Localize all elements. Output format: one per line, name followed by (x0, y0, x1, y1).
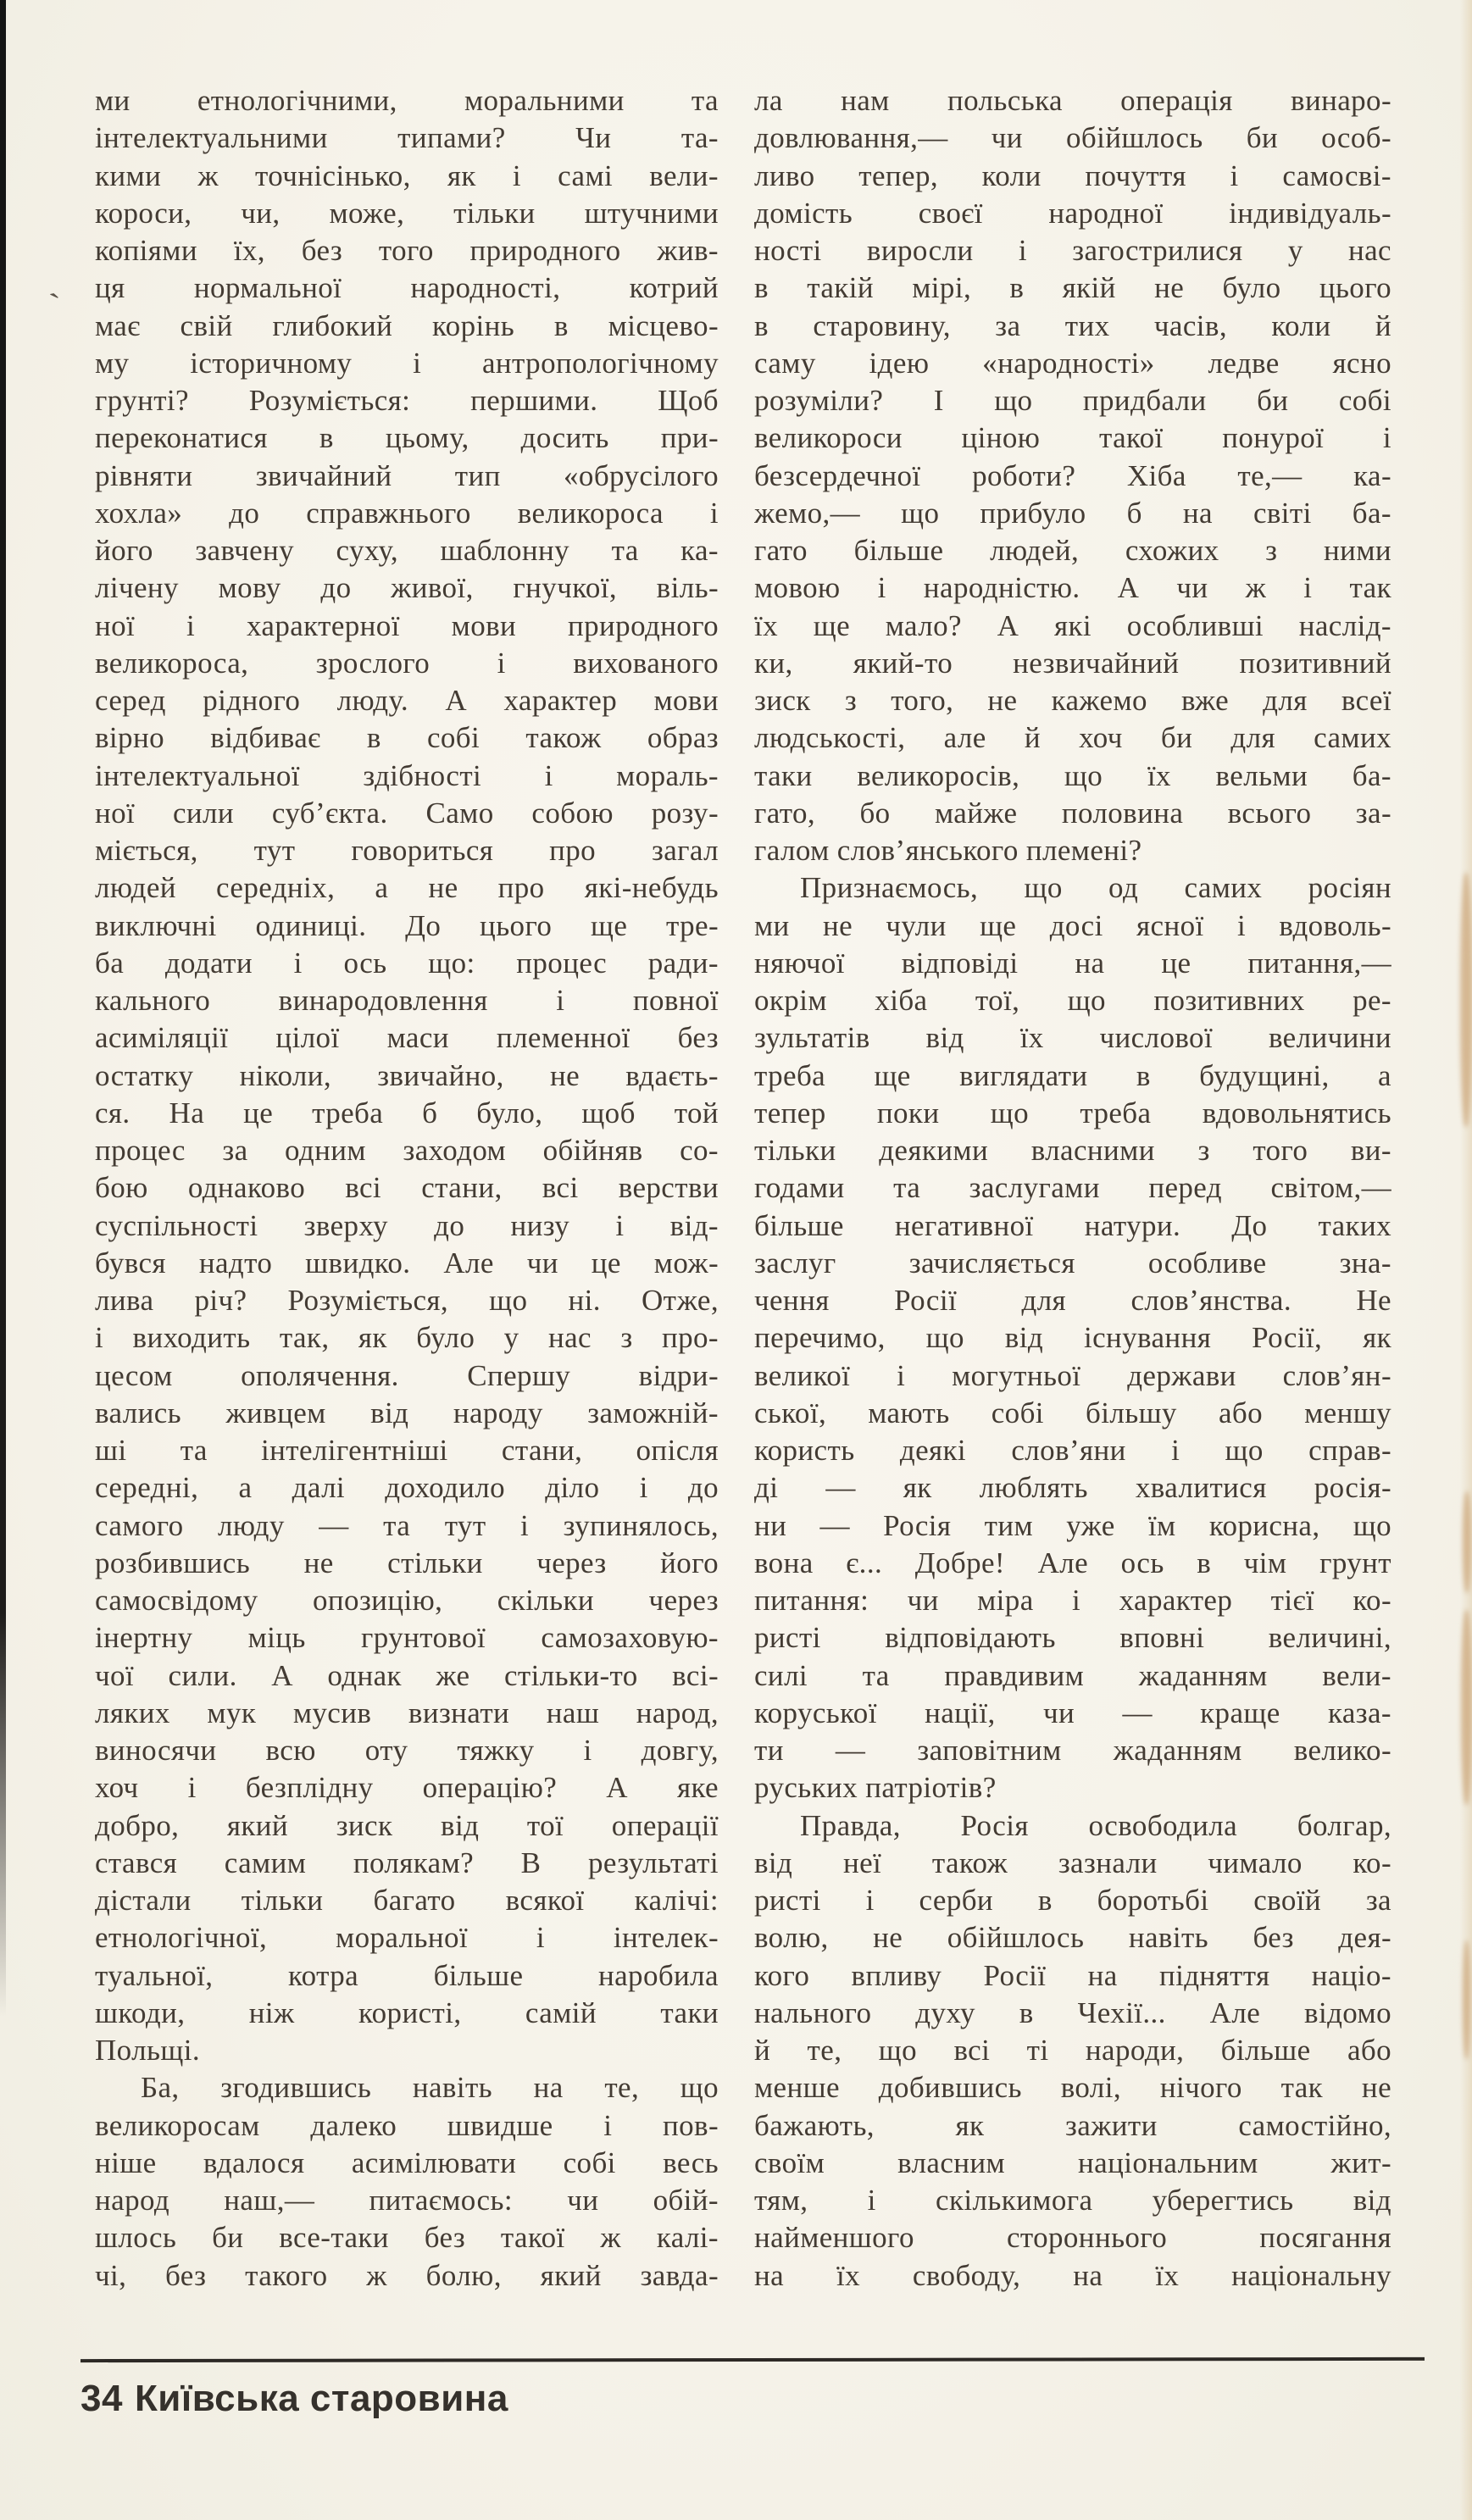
text-line: від неї також зазнали чимало ко- (754, 1846, 1391, 1879)
text-line: шкоди, ніж користі, самій таки (95, 1995, 719, 2029)
text-line: ші та інтелігентніші стани, опісля (95, 1434, 719, 1467)
paper-stain (1460, 873, 1472, 1127)
page-number: 34 (81, 2378, 123, 2419)
text-line: Ба, згодившись навіть на те, що (141, 2071, 719, 2105)
journal-title: Київська старовина (134, 2378, 508, 2419)
text-line: людськості, але й хоч би для самих (754, 721, 1391, 755)
text-column-right (754, 82, 1391, 2295)
text-line: чення Росії для слов’янства. Не (754, 1284, 1391, 1317)
text-line: кими ж точнісінько, як і самі вели- (95, 158, 719, 192)
text-line: ки, який-то незвичайний позитивний (754, 646, 1391, 680)
text-line: ристі і серби в боротьбі своїй за (754, 1884, 1391, 1917)
text-line: зиск з того, не кажемо вже для всеї (754, 684, 1391, 717)
text-line: міється, тут говориться про загал (95, 834, 719, 867)
text-line: хоч і безплідну операцію? А яке (95, 1771, 719, 1805)
text-line: виключні одиниці. До цього ще тре- (95, 908, 719, 942)
text-line: тільки деякими власними з того ви- (754, 1134, 1391, 1167)
text-line: своїм власним національним жит- (754, 2145, 1391, 2179)
text-line: хохла» до справжнього великороса і (95, 496, 719, 530)
text-line: ливо тепер, коли почуття і самосві- (754, 158, 1391, 192)
text-line: на їх свободу, на їх національну (754, 2258, 1391, 2292)
text-line: розуміли? І що придбали би собі (754, 384, 1391, 417)
text-line: вірно відбиває в собі також образ (95, 721, 719, 755)
text-line: народ наш,— питаємось: чи обій- (95, 2184, 719, 2217)
text-line: асиміляції цілої маси племенної без (95, 1021, 719, 1055)
text-line: їх ще мало? А які особливші наслід- (754, 608, 1391, 642)
text-line: туальної, котра більше наробила (95, 1958, 719, 1992)
text-line: користь деякі слов’яни і що справ- (754, 1434, 1391, 1467)
text-line: гато, бо майже половина всього за- (754, 796, 1391, 830)
text-line: чі, без такого ж болю, який завда- (95, 2258, 719, 2292)
text-line: ді — як люблять хвалитися росія- (754, 1471, 1391, 1505)
scan-artifact-mark: ` (47, 286, 67, 327)
text-line: жемо,— що прибуло б на світі ба- (754, 496, 1391, 530)
text-line: має свій глибокий корінь в місцево- (95, 308, 719, 342)
text-line: короси, чи, може, тільки штучними (95, 196, 719, 230)
text-line: окрім хіба тої, що позитивних ре- (754, 984, 1391, 1017)
text-line: великороси ціною такої понурої і (754, 421, 1391, 455)
text-line: коруської нації, чи — краще каза- (754, 1696, 1391, 1729)
text-line: довлювання,— чи обійшлось би особ- (754, 121, 1391, 155)
text-line: й те, що всі ті народи, більше або (754, 2034, 1391, 2067)
text-line: остатку ніколи, звичайно, не вдаєть- (95, 1058, 719, 1092)
text-line: ла нам польська операція винаро- (754, 84, 1391, 117)
text-line: волю, не обійшлось навіть без дея- (754, 1921, 1391, 1955)
text-line: ця нормальної народності, котрий (95, 271, 719, 305)
text-line: саму ідею «народності» ледве ясно (754, 346, 1391, 380)
text-line: перечимо, що від існування Росії, як (754, 1321, 1391, 1355)
text-line: кального винародовлення і повної (95, 984, 719, 1017)
text-line: ної сили суб’єкта. Само собою розу- (95, 796, 719, 830)
text-line: людей середніх, а не про які-небудь (95, 871, 719, 905)
text-line: середні, а далі доходило діло і до (95, 1471, 719, 1505)
text-line: і виходить так, як було у нас з про- (95, 1321, 719, 1355)
text-line: гато більше людей, схожих з ними (754, 534, 1391, 567)
text-line: бувся надто швидко. Але чи це мож- (95, 1246, 719, 1279)
text-line: інертну міць грунтової самозаховую- (95, 1621, 719, 1655)
text-line: ти — заповітним жаданням велико- (754, 1734, 1391, 1767)
text-line: Польщі. (95, 2034, 200, 2067)
paper-stain (1463, 1940, 1470, 2059)
text-line: Признаємось, що од самих росіян (800, 871, 1391, 905)
text-line: розбившись не стільки через його (95, 1546, 719, 1579)
text-line: самосвідому опозицію, скільки через (95, 1584, 719, 1617)
paper-stain (1461, 1610, 1472, 1805)
text-line: найменшого стороннього посягання (754, 2221, 1391, 2255)
text-line: питання: чи міра і характер тієї ко- (754, 1584, 1391, 1617)
text-line: таки великоросів, що їх вельми ба- (754, 758, 1391, 792)
text-line: ристі відповідають вповні величині, (754, 1621, 1391, 1655)
page-footer (81, 2378, 508, 2420)
text-line: ми етнологічними, моральними та (95, 84, 719, 117)
page-edge-right (1457, 0, 1472, 2520)
text-line: шлось би все-таки без такої ж калі- (95, 2221, 719, 2255)
text-line: ми не чули ще досі ясної і вдоволь- (754, 908, 1391, 942)
text-line: ніше вдалося асимілювати собі весь (95, 2145, 719, 2179)
text-line: великої і могутньої держави слов’ян- (754, 1358, 1391, 1392)
text-line: лива річ? Розуміється, що ні. Отже, (95, 1284, 719, 1317)
text-line: дістали тільки багато всякої калічі: (95, 1884, 719, 1917)
text-line: його завчену суху, шаблонну та ка- (95, 534, 719, 567)
text-line: добро, який зиск від тої операції (95, 1808, 719, 1842)
text-line: зультатів від їх числової величини (754, 1021, 1391, 1055)
text-line: тям, і скількимога уберегтись від (754, 2184, 1391, 2217)
text-line: ської, мають собі більшу або меншу (754, 1396, 1391, 1429)
text-line: процес за одним заходом обійняв со- (95, 1134, 719, 1167)
text-line: ни — Росія тим уже їм корисна, що (754, 1508, 1391, 1542)
text-line: менше добившись волі, нічого так не (754, 2071, 1391, 2105)
text-line: силі та правдивим жаданням вели- (754, 1658, 1391, 1692)
scan-edge-left (0, 0, 6, 2017)
text-column-left (95, 82, 719, 2295)
text-line: заслуг зачисляється особливе зна- (754, 1246, 1391, 1279)
text-line: ляких мук мусив визнати наш народ, (95, 1696, 719, 1729)
text-line: суспільності зверху до низу і від- (95, 1208, 719, 1242)
text-line: копіями їх, без того природного жив- (95, 234, 719, 267)
text-line: виносячи всю оту тяжку і довгу, (95, 1734, 719, 1767)
text-line: в такій мірі, в якій не було цього (754, 271, 1391, 305)
footer-rule (81, 2357, 1425, 2362)
text-line: серед рідного люду. А характер мови (95, 684, 719, 717)
text-line: лічену мову до живої, гнучкої, віль- (95, 571, 719, 605)
text-line: самого люду — та тут і зупинялось, (95, 1508, 719, 1542)
text-line: рівняти звичайний тип «обрусілого (95, 458, 719, 492)
text-line: ся. На це треба б було, щоб той (95, 1096, 719, 1130)
text-line: ності виросли і загострилися у нас (754, 234, 1391, 267)
text-line: Правда, Росія освободила болгар, (800, 1808, 1391, 1842)
text-line: треба ще виглядати в будущині, а (754, 1058, 1391, 1092)
text-line: вона є... Добре! Але ось в чім грунт (754, 1546, 1391, 1579)
text-line: кого впливу Росії на підняття націо- (754, 1958, 1391, 1992)
text-line: годами та заслугами перед світом,— (754, 1171, 1391, 1205)
text-line: ної і характерної мови природного (95, 608, 719, 642)
text-line: етнологічної, моральної і інтелек- (95, 1921, 719, 1955)
text-line: чої сили. А однак же стільки-то всі- (95, 1658, 719, 1692)
text-line: няючої відповіді на це питання,— (754, 946, 1391, 980)
text-line: руських патріотів? (754, 1771, 997, 1805)
text-line: бажають, як зажити самостійно, (754, 2108, 1391, 2142)
text-line: безсердечної роботи? Хіба те,— ка- (754, 458, 1391, 492)
text-line: великороса, зрослого і вихованого (95, 646, 719, 680)
text-line: стався самим полякам? В результаті (95, 1846, 719, 1879)
text-line: в старовину, за тих часів, коли й (754, 308, 1391, 342)
text-line: тепер поки що треба вдовольнятись (754, 1096, 1391, 1130)
text-line: великоросам далеко швидше і пов- (95, 2108, 719, 2142)
paper-stain (1463, 1491, 1471, 1593)
text-line: нального духу в Чехії... Але відомо (754, 1995, 1391, 2029)
text-line: цесом ополячення. Спершу відри- (95, 1358, 719, 1392)
text-line: вались живцем від народу заможній- (95, 1396, 719, 1429)
text-line: мовою і народністю. А чи ж і так (754, 571, 1391, 605)
text-line: грунті? Розуміється: першими. Щоб (95, 384, 719, 417)
text-line: інтелектуальними типами? Чи та- (95, 121, 719, 155)
text-line: му історичному і антропологічному (95, 346, 719, 380)
text-line: інтелектуальної здібності і мораль- (95, 758, 719, 792)
text-line: бою однаково всі стани, всі верстви (95, 1171, 719, 1205)
text-line: домість своєї народної індивідуаль- (754, 196, 1391, 230)
text-line: галом слов’янського племені? (754, 834, 1142, 867)
text-line: переконатися в цьому, досить при- (95, 421, 719, 455)
text-line: більше негативної натури. До таких (754, 1208, 1391, 1242)
text-line: ба додати і ось що: процес ради- (95, 946, 719, 980)
